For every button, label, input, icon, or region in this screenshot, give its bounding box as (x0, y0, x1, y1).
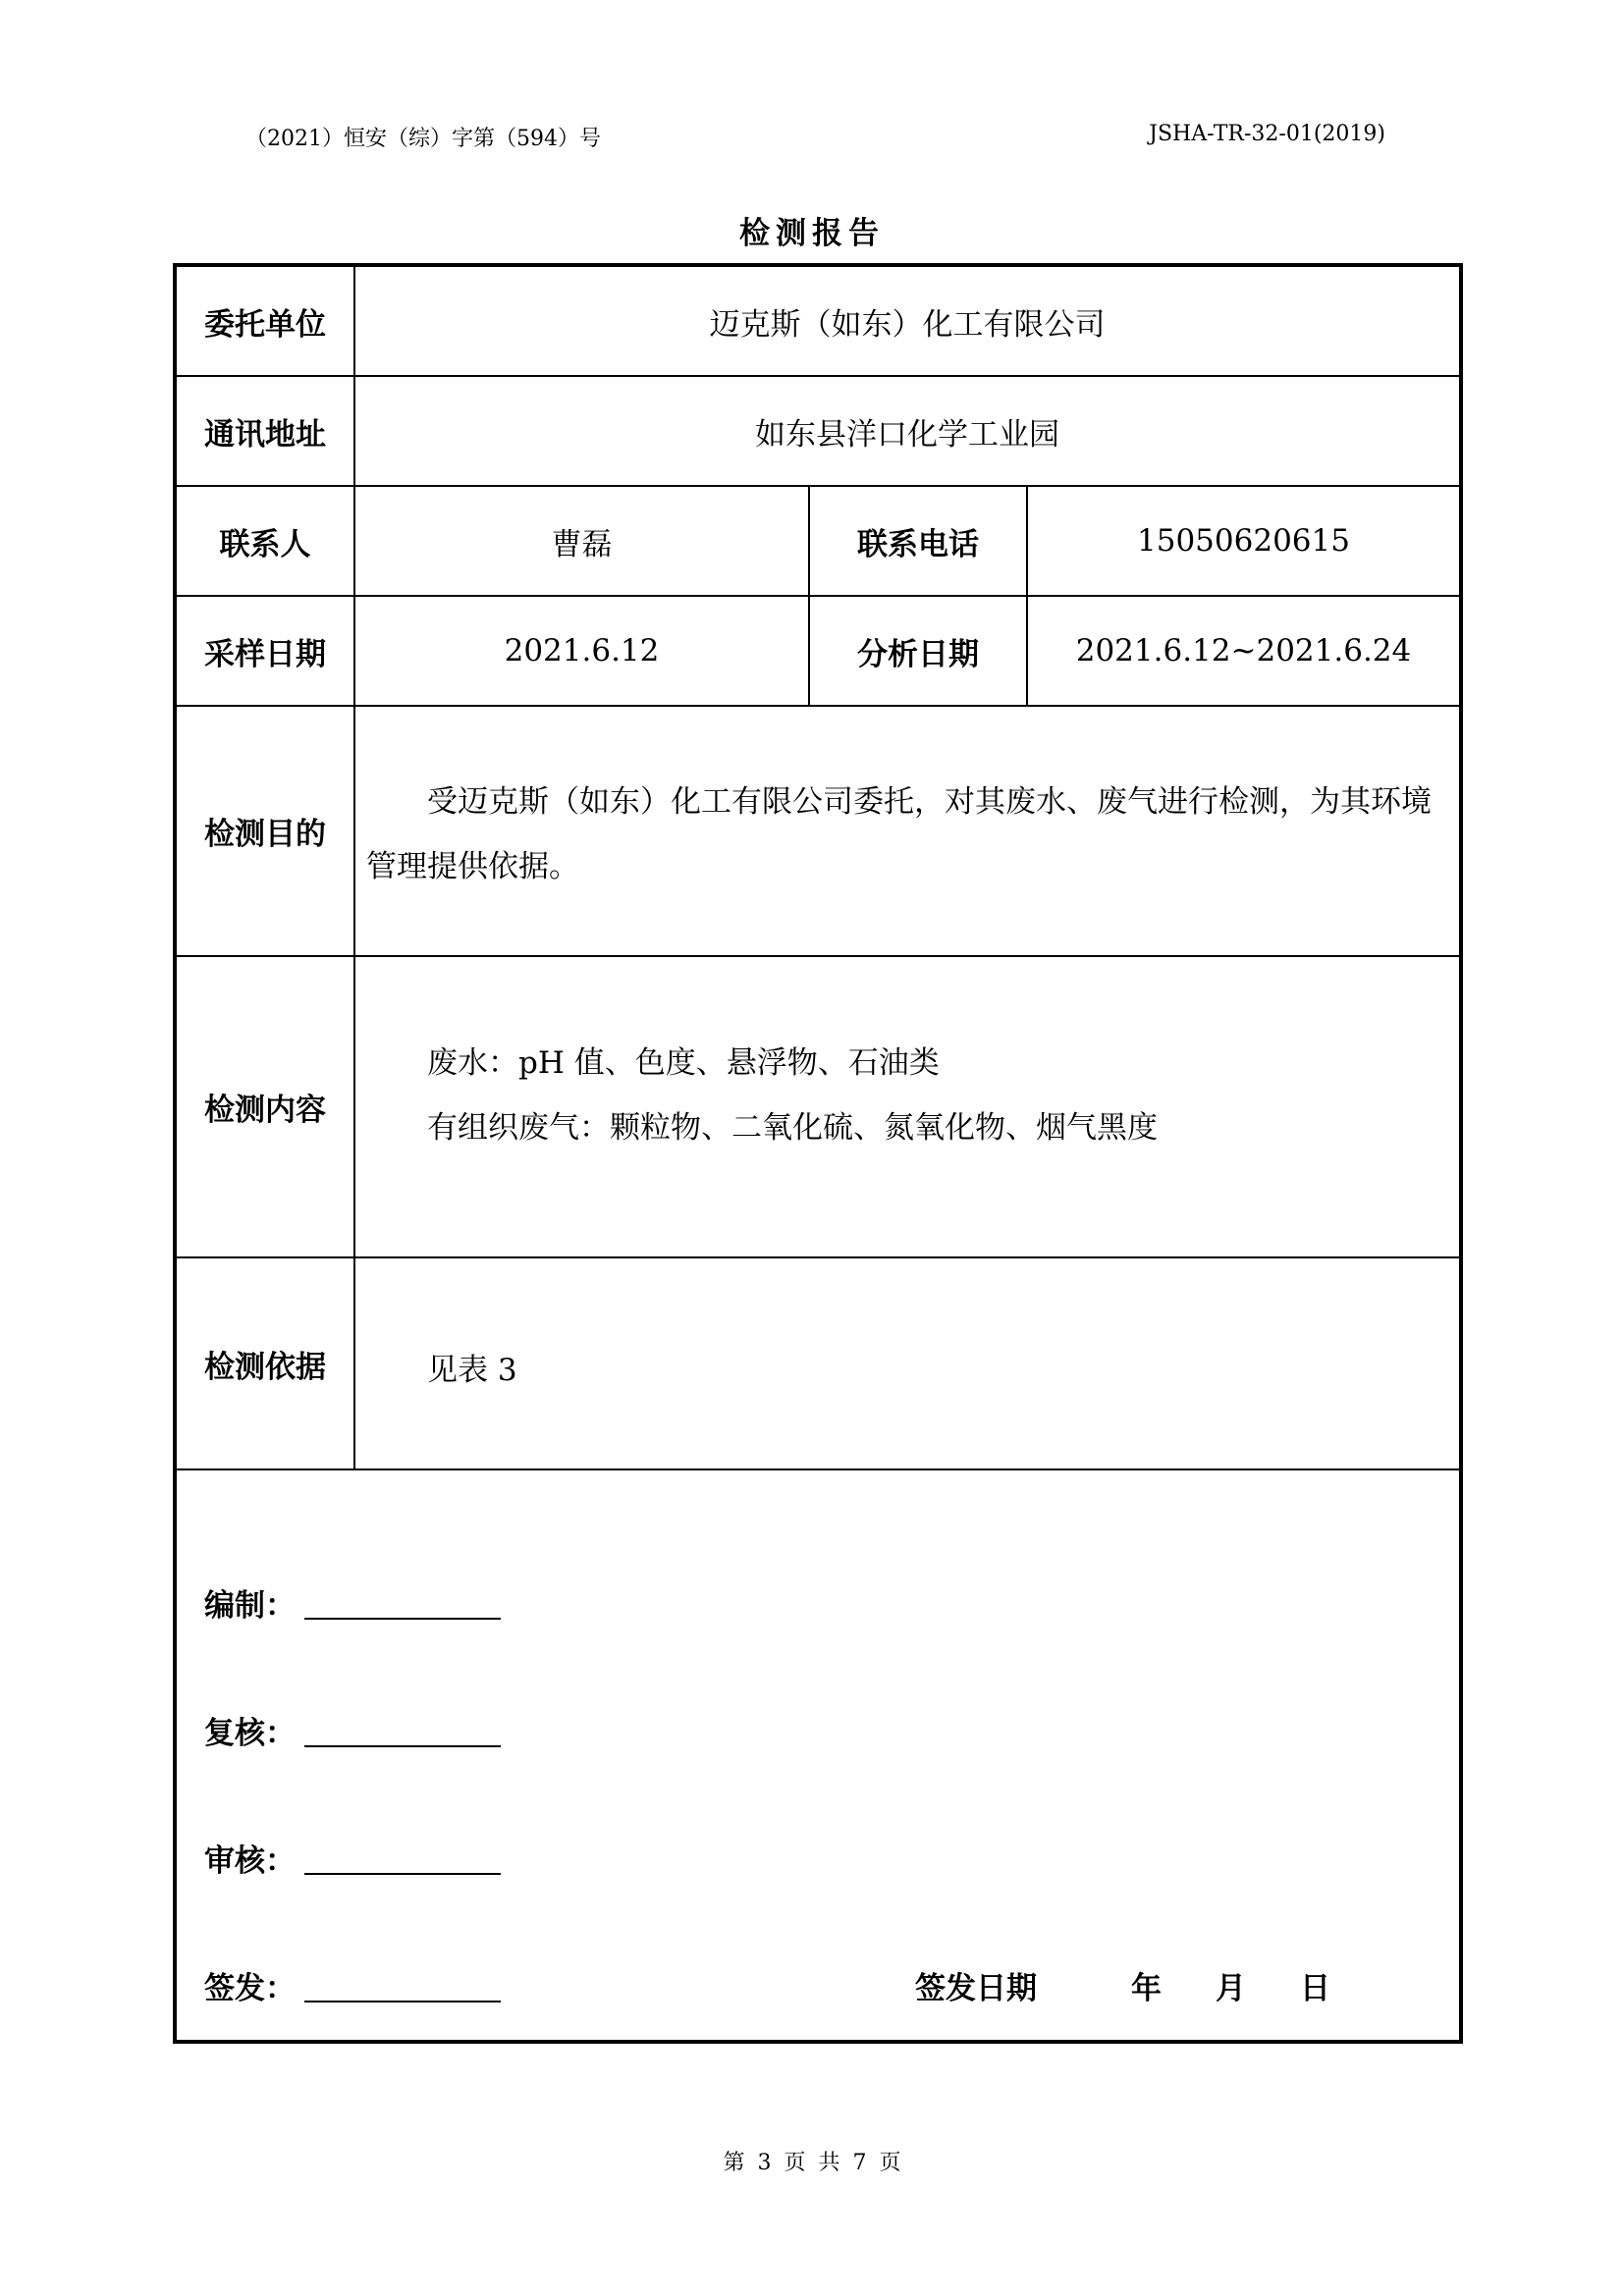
content-label: 检测内容 (204, 1093, 326, 1128)
report-form (173, 263, 1463, 2044)
issue-month-label: 月 (1216, 1971, 1246, 2006)
address-label: 通讯地址 (204, 416, 326, 453)
reviewed-by-label: 复核： (204, 1716, 296, 1751)
content-line-wastewater: 废水：pH 值、色度、悬浮物、石油类 (427, 1045, 940, 1081)
form-code: JSHA-TR-32-01(2019) (1149, 122, 1385, 146)
contact-label: 联系人 (219, 526, 311, 562)
row-divider (177, 1468, 1459, 1470)
purpose-label: 检测目的 (204, 817, 326, 852)
client-label: 委托单位 (204, 306, 326, 343)
sampling-date-value: 2021.6.12 (504, 633, 660, 668)
address-value: 如东县洋口化学工业园 (755, 416, 1059, 453)
phone-label: 联系电话 (857, 526, 979, 562)
report-number: （2021）恒安（综）字第（594）号 (245, 127, 601, 151)
compiled-by-line[interactable] (304, 1618, 501, 1620)
issue-year-label: 年 (1131, 1971, 1162, 2006)
content-line-waste-gas: 有组织废气：颗粒物、二氧化硫、氮氧化物、烟气黑度 (427, 1110, 1158, 1146)
row-divider (177, 705, 1459, 707)
reviewed-by-line[interactable] (304, 1745, 501, 1747)
analysis-date-value: 2021.6.12~2021.6.24 (1075, 633, 1412, 668)
contact-value: 曹磊 (551, 526, 613, 562)
basis-label: 检测依据 (204, 1349, 326, 1385)
issue-day-label: 日 (1300, 1971, 1330, 2006)
client-value: 迈克斯（如东）化工有限公司 (709, 306, 1106, 343)
issue-date-label: 签发日期 (915, 1971, 1037, 2006)
page-footer: 第 3 页 共 7 页 (723, 2151, 901, 2175)
sampling-date-label: 采样日期 (204, 636, 326, 672)
row-divider (177, 955, 1459, 957)
page-title: 检测报告 (739, 216, 885, 251)
purpose-text: 受迈克斯（如东）化工有限公司委托，对其废水、废气进行检测，为其环境管理提供依据。 (366, 784, 1432, 884)
phone-value: 15050620615 (1137, 523, 1350, 559)
issued-by-line[interactable] (304, 2001, 501, 2002)
basis-value: 见表 3 (427, 1353, 517, 1388)
issued-by-label: 签发： (204, 1971, 296, 2006)
compiled-by-label: 编制： (204, 1588, 296, 1624)
audited-by-line[interactable] (304, 1873, 501, 1875)
audited-by-label: 审核： (204, 1843, 296, 1879)
row-divider (177, 1256, 1459, 1258)
analysis-date-label: 分析日期 (857, 636, 979, 672)
